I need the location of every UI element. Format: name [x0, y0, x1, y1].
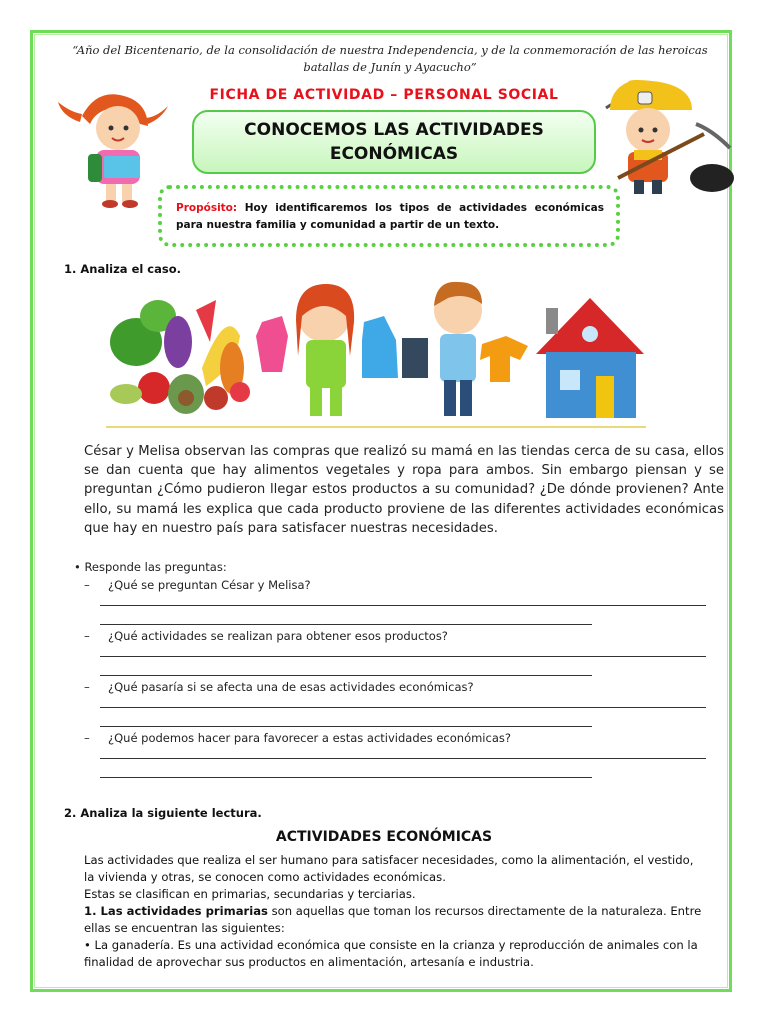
reading-paragraph: Estas se clasifican en primarias, secundarias y terciarias.: [84, 887, 416, 901]
respond-instruction: • Responde las preguntas:: [74, 560, 227, 574]
answer-line[interactable]: [100, 777, 592, 778]
activity-title-box: [192, 110, 596, 174]
reading-text: [84, 852, 704, 971]
respond-label: Responde las preguntas:: [84, 560, 227, 574]
reading-paragraph: Las actividades que realiza el ser humano para satisfacer necesidades, como la alimentación, el vestido, la vivienda y otras, se conocen como actividades económicas.: [84, 853, 694, 884]
case-text: César y Melisa observan las compras que realizó su mamá en las tiendas cerca de su casa, ellos se dan cuenta que hay alimentos vegetales y ropa para ambos. Sin embargo piensan y se preguntan ¿Cómo pudieron llegar estos productos a su comunidad? ¿De dónde provienen? Ante ello, su mamá les explica que cada producto proviene de las diferentes actividades económicas que hay en nuestro país para satisfacer nuestras necesidades.: [84, 444, 724, 536]
question-text: ¿Qué se preguntan César y Melisa?: [108, 578, 311, 592]
answer-line[interactable]: [100, 726, 592, 727]
answer-line[interactable]: [100, 624, 592, 625]
answer-line[interactable]: [100, 707, 706, 708]
ficha-title: FICHA DE ACTIVIDAD – PERSONAL SOCIAL: [209, 87, 559, 103]
answer-line[interactable]: [100, 605, 706, 606]
answer-line[interactable]: [100, 656, 706, 657]
question-text: ¿Qué actividades se realizan para obtener esos productos?: [108, 629, 448, 643]
reading-title: ACTIVIDADES ECONÓMICAS: [275, 829, 493, 845]
reading-paragraph: [84, 903, 704, 937]
dash: –: [84, 578, 90, 592]
activity-title: CONOCEMOS LAS ACTIVIDADES ECONÓMICAS: [244, 120, 544, 164]
miner-illustration: [600, 80, 736, 196]
section2-heading: 2. Analiza la siguiente lectura.: [64, 806, 262, 820]
purpose-text: Hoy identificaremos los tipos de actividades económicas para nuestra familia y comunidad a partir de un texto.: [176, 202, 604, 231]
primary-activities-def: son aquellas que toman los recursos directamente de la naturaleza. Entre ellas se encuentran las siguientes:: [84, 904, 702, 935]
girl-student-illustration: [52, 88, 170, 208]
shopping-illustration: [106, 276, 646, 432]
purpose-box: [158, 185, 620, 247]
answer-line[interactable]: [100, 758, 706, 759]
reading-paragraph: • La ganadería. Es una actividad económica que consiste en la crianza y reproducción de animales con la finalidad de aprovechar sus productos en alimentación, artesanía e industria.: [84, 938, 698, 969]
section1-heading: 1. Analiza el caso.: [64, 262, 181, 276]
dash: –: [84, 680, 90, 694]
question-text: ¿Qué podemos hacer para favorecer a estas actividades económicas?: [108, 731, 511, 745]
answer-line[interactable]: [100, 675, 592, 676]
dash: –: [84, 731, 90, 745]
primary-activities-term: 1. Las actividades primarias: [84, 904, 268, 918]
dash: –: [84, 629, 90, 643]
header-motto: “Año del Bicentenario, de la consolidación de nuestra Independencia, y de la conmemoración de las heroicas batallas de Junín y Ayacucho”: [72, 43, 708, 74]
purpose-label: Propósito:: [176, 202, 238, 214]
question-text: ¿Qué pasaría si se afecta una de esas actividades económicas?: [108, 680, 474, 694]
